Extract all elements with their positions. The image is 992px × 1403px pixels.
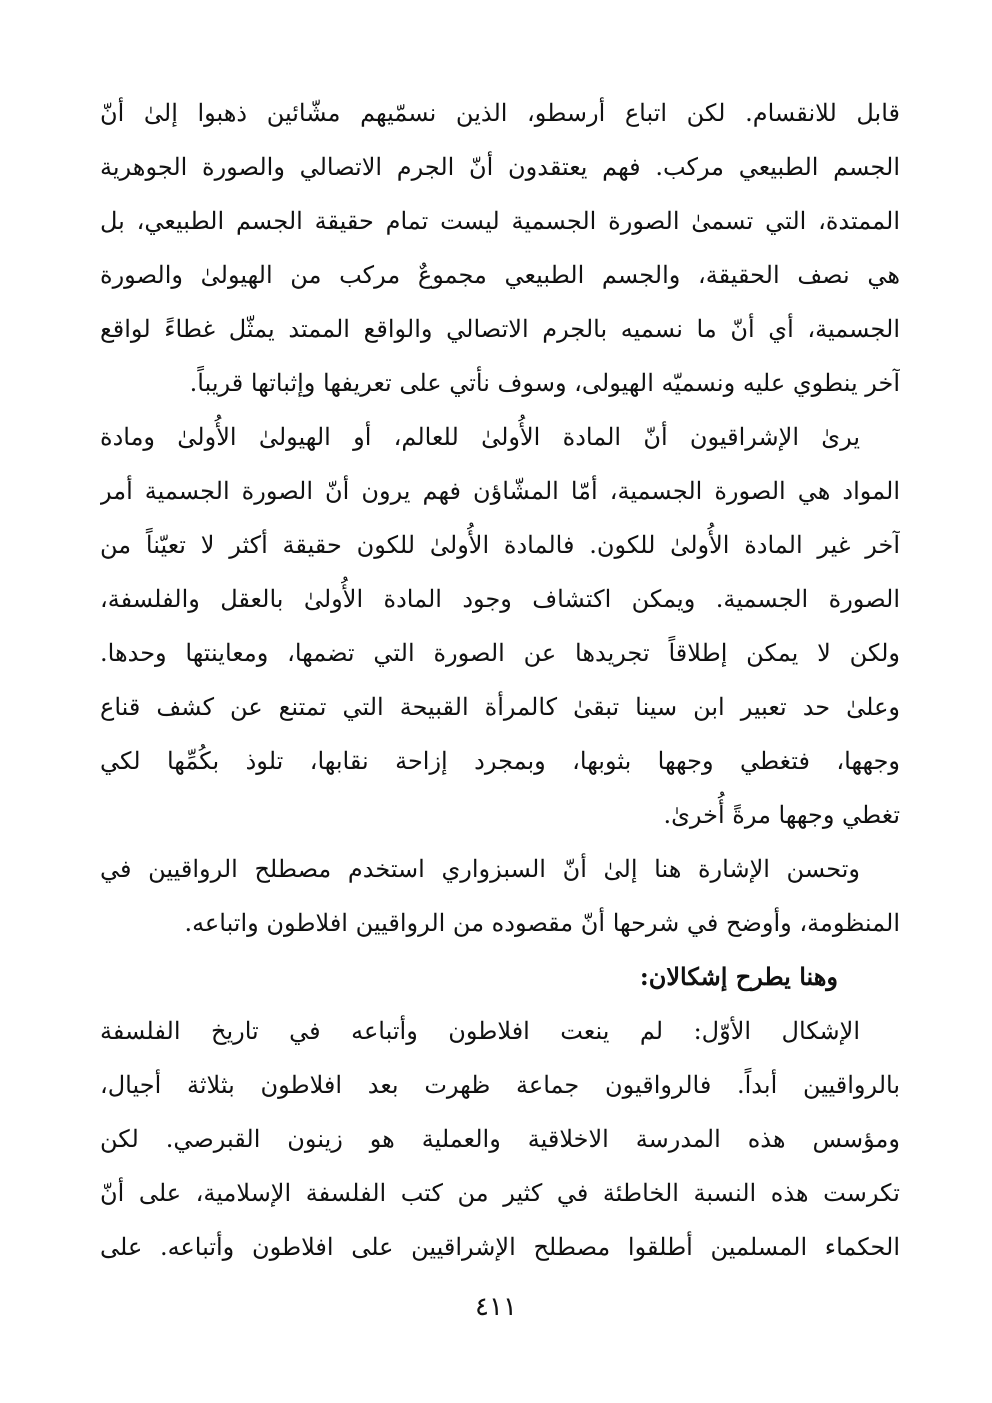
text-line: آخر غير المادة الأُولىٰ للكون. فالمادة الأُولىٰ للكون حقيقة أكثر لا تعيّناً من xyxy=(100,531,900,559)
text-line: المواد هي الصورة الجسمية، أمّا المشّاؤن فهم يرون أنّ الصورة الجسمية أمر xyxy=(100,477,900,505)
body-text xyxy=(100,86,900,1274)
text-line: الحكماء المسلمين أطلقوا مصطلح الإشراقيين على افلاطون وأتباعه. على xyxy=(100,1233,900,1261)
section-heading: وهنا يطرح إشكالان: xyxy=(639,962,838,991)
text-line: الجسم الطبيعي مركب. فهم يعتقدون أنّ الجرم الاتصالي والصورة الجوهرية xyxy=(100,153,900,181)
paragraph-start-line: الإشكال الأوّل: لم ينعت افلاطون وأتباعه في تاريخ الفلسفة xyxy=(100,1017,860,1045)
text-line: تغطي وجهها مرةً أُخرىٰ. xyxy=(663,801,900,829)
text-line: آخر ينطوي عليه ونسميّه الهيولى، وسوف نأتي على تعريفها وإثباتها قريباً. xyxy=(189,369,900,397)
text-line: بالرواقيين أبداً. فالرواقيون جماعة ظهرت بعد افلاطون بثلاثة أجيال، xyxy=(100,1071,900,1099)
text-line: الصورة الجسمية. ويمكن اكتشاف وجود المادة الأُولىٰ بالعقل والفلسفة، xyxy=(100,585,900,613)
text-line: ومؤسس هذه المدرسة الاخلاقية والعملية هو زينون القبرصي. لكن xyxy=(100,1125,900,1153)
text-line: وجهها، فتغطي وجهها بثوبها، وبمجرد إزاحة نقابها، تلوذ بكُمِّها لكي xyxy=(100,747,900,775)
text-line: ولكن لا يمكن إطلاقاً تجريدها عن الصورة التي تضمها، ومعاينتها وحدها. xyxy=(100,639,900,667)
text-line: الممتدة، التي تسمىٰ الصورة الجسمية ليست تمام حقيقة الجسم الطبيعي، بل xyxy=(100,207,900,235)
text-line: قابل للانقسام. لكن اتباع أرسطو، الذين نسمّيهم مشّائين ذهبوا إلىٰ أنّ xyxy=(100,99,900,127)
text-line: الجسمية، أي أنّ ما نسميه بالجرم الاتصالي والواقع الممتد يمثّل غطاءً لواقع xyxy=(100,315,900,343)
text-line: هي نصف الحقيقة، والجسم الطبيعي مجموعٌ مركب من الهيولىٰ والصورة xyxy=(100,261,900,289)
text-line: المنظومة، وأوضح في شرحها أنّ مقصوده من الرواقيين افلاطون واتباعه. xyxy=(184,909,900,937)
text-line: تكرست هذه النسبة الخاطئة في كثير من كتب الفلسفة الإسلامية، على أنّ xyxy=(100,1179,900,1207)
text-line: وعلىٰ حد تعبير ابن سينا تبقىٰ كالمرأة القبيحة التي تمتنع عن كشف قناع xyxy=(100,693,900,721)
paragraph-start-line: وتحسن الإشارة هنا إلىٰ أنّ السبزواري استخدم مصطلح الرواقيين في xyxy=(100,855,860,883)
page-number: ٤١١ xyxy=(475,1292,517,1322)
paragraph-start-line: يرىٰ الإشراقيون أنّ المادة الأُولىٰ للعالم، أو الهيولىٰ الأُولىٰ ومادة xyxy=(100,423,860,451)
